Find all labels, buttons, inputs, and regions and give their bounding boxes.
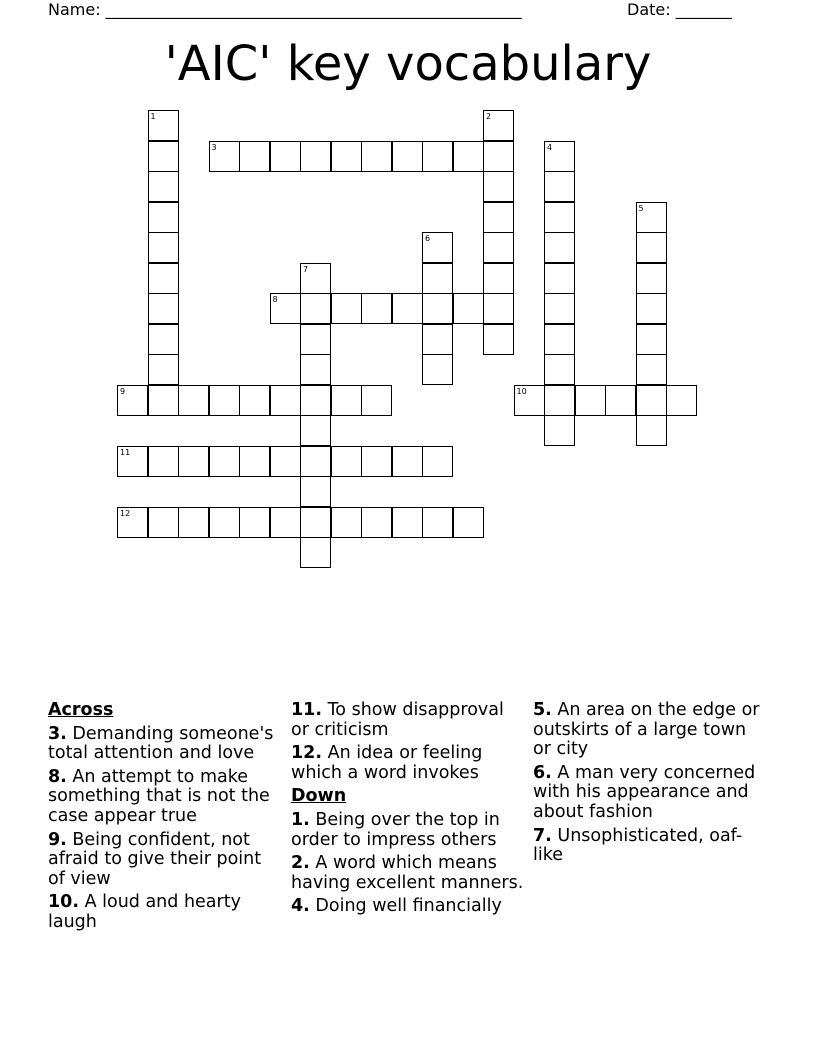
clue-number: 4 (547, 142, 553, 152)
grid-cell[interactable] (636, 354, 667, 385)
grid-cell[interactable] (331, 385, 362, 416)
down-clue-4: 4. Doing well financially (291, 896, 502, 917)
grid-cell[interactable] (483, 202, 514, 233)
grid-cell[interactable] (148, 354, 179, 385)
grid-cell[interactable] (148, 507, 179, 538)
grid-cell[interactable] (239, 507, 270, 538)
clue-column-2 (291, 701, 525, 921)
clue-number: 8 (272, 295, 278, 304)
grid-cell[interactable] (483, 232, 514, 263)
down-heading: Down (291, 786, 347, 807)
grid-cell[interactable] (270, 293, 301, 324)
grid-cell[interactable] (392, 141, 423, 172)
clue-number: 12 (120, 508, 131, 518)
grid-cell[interactable] (392, 446, 423, 477)
grid-cell[interactable] (148, 446, 179, 477)
grid-cell[interactable] (422, 354, 453, 385)
grid-cell[interactable] (300, 293, 331, 324)
grid-cell[interactable] (300, 385, 331, 416)
clue-number: 1 (150, 112, 156, 121)
grid-cell[interactable] (483, 293, 514, 324)
page-title: 'AIC' key vocabulary (164, 36, 652, 92)
grid-cell[interactable] (544, 385, 575, 416)
grid-cell[interactable] (422, 263, 453, 294)
clue-column-1 (48, 701, 282, 937)
grid-cell[interactable] (483, 263, 514, 294)
grid-cell[interactable] (300, 415, 331, 446)
grid-cell[interactable] (331, 293, 362, 324)
grid-cell[interactable] (239, 141, 270, 172)
grid-cell[interactable] (544, 141, 575, 172)
name-field[interactable]: Name: ____________________________________________________ (48, 0, 522, 19)
grid-cell[interactable] (148, 385, 179, 416)
grid-cell[interactable] (361, 385, 392, 416)
down-clue-5: 5. An area on the edge or outskirts of a large town or city (533, 700, 760, 760)
grid-cell[interactable] (148, 141, 179, 172)
grid-cell[interactable] (270, 385, 301, 416)
down-clue-6: 6. A man very concerned with his appearance and about fashion (533, 762, 756, 822)
grid-cell[interactable] (544, 324, 575, 355)
grid-cell[interactable] (148, 263, 179, 294)
date-field[interactable]: Date: _______ (627, 0, 732, 19)
down-clue-7: 7. Unsophisticated, oaf-like (533, 825, 743, 866)
grid-cell[interactable] (361, 141, 392, 172)
grid-cell[interactable] (422, 141, 453, 172)
grid-cell[interactable] (453, 507, 484, 538)
grid-cell[interactable] (270, 507, 301, 538)
grid-cell[interactable] (514, 385, 545, 416)
grid-cell[interactable] (422, 446, 453, 477)
grid-cell[interactable] (300, 476, 331, 507)
grid-cell[interactable] (422, 232, 453, 263)
grid-cell[interactable] (239, 446, 270, 477)
grid-cell[interactable] (117, 385, 148, 416)
grid-cell[interactable] (148, 232, 179, 263)
across-clue-10: 10. A loud and hearty laugh (48, 892, 241, 932)
grid-cell[interactable] (300, 324, 331, 355)
grid-cell[interactable] (453, 141, 484, 172)
grid-cell[interactable] (392, 293, 423, 324)
down-clue-1: 1. Being over the top in order to impress others (291, 809, 500, 850)
grid-cell[interactable] (483, 171, 514, 202)
grid-cell[interactable] (422, 324, 453, 355)
grid-cell[interactable] (636, 415, 667, 446)
grid-cell[interactable] (300, 446, 331, 477)
clue-number: 2 (486, 112, 492, 121)
grid-cell[interactable] (483, 110, 514, 141)
clue-number: 5 (638, 203, 644, 213)
grid-cell[interactable] (544, 354, 575, 385)
grid-cell[interactable] (300, 537, 331, 568)
grid-cell[interactable] (209, 446, 240, 477)
grid-cell[interactable] (422, 293, 453, 324)
grid-cell[interactable] (392, 507, 423, 538)
grid-cell[interactable] (148, 293, 179, 324)
grid-cell[interactable] (331, 141, 362, 172)
grid-cell[interactable] (209, 385, 240, 416)
clue-number: 11 (120, 447, 131, 457)
across-clue-12: 12. An idea or feeling which a word invokes (291, 743, 483, 783)
grid-cell[interactable] (636, 263, 667, 294)
grid-cell[interactable] (483, 141, 514, 172)
grid-cell[interactable] (422, 507, 453, 538)
grid-cell[interactable] (209, 507, 240, 538)
grid-cell[interactable] (331, 507, 362, 538)
grid-cell[interactable] (300, 507, 331, 538)
grid-cell[interactable] (209, 141, 240, 172)
clue-number: 10 (516, 386, 527, 396)
grid-cell[interactable] (636, 324, 667, 355)
across-clue-9: 9. Being confident, not afraid to give their point of view (48, 829, 262, 889)
grid-cell[interactable] (636, 202, 667, 233)
grid-cell[interactable] (361, 446, 392, 477)
across-clue-8: 8. An attempt to make something that is not the case appear true (48, 766, 270, 826)
grid-cell[interactable] (178, 507, 209, 538)
grid-cell[interactable] (361, 507, 392, 538)
grid-cell[interactable] (300, 354, 331, 385)
clue-number: 6 (425, 234, 431, 243)
grid-cell[interactable] (270, 446, 301, 477)
grid-cell[interactable] (544, 232, 575, 263)
grid-cell[interactable] (148, 202, 179, 233)
grid-cell[interactable] (361, 293, 392, 324)
grid-cell[interactable] (544, 293, 575, 324)
grid-cell[interactable] (148, 171, 179, 202)
grid-cell[interactable] (178, 446, 209, 477)
grid-cell[interactable] (331, 446, 362, 477)
grid-cell[interactable] (636, 293, 667, 324)
grid-cell[interactable] (544, 202, 575, 233)
grid-cell[interactable] (544, 263, 575, 294)
grid-cell[interactable] (148, 324, 179, 355)
clue-number: 9 (120, 386, 126, 396)
grid-cell[interactable] (605, 385, 636, 416)
across-clue-11: 11. To show disapproval or criticism (291, 700, 504, 740)
grid-cell[interactable] (270, 141, 301, 172)
grid-cell[interactable] (483, 324, 514, 355)
grid-cell[interactable] (148, 110, 179, 141)
clue-column-3 (533, 701, 767, 870)
clue-number: 7 (303, 264, 309, 274)
grid-cell[interactable] (544, 171, 575, 202)
across-clue-3: 3. Demanding someone's total attention and love (48, 723, 274, 764)
across-heading: Across (48, 700, 114, 720)
grid-cell[interactable] (300, 263, 331, 294)
grid-cell[interactable] (544, 415, 575, 446)
grid-cell[interactable] (117, 446, 148, 477)
grid-cell[interactable] (300, 141, 331, 172)
clue-number: 3 (211, 142, 217, 152)
grid-cell[interactable] (239, 385, 270, 416)
grid-cell[interactable] (453, 293, 484, 324)
grid-cell[interactable] (178, 385, 209, 416)
grid-cell[interactable] (575, 385, 606, 416)
grid-cell[interactable] (117, 507, 148, 538)
grid-cell[interactable] (666, 385, 697, 416)
grid-cell[interactable] (636, 232, 667, 263)
grid-cell[interactable] (636, 385, 667, 416)
down-clue-2: 2. A word which means having excellent manners. (291, 853, 524, 893)
